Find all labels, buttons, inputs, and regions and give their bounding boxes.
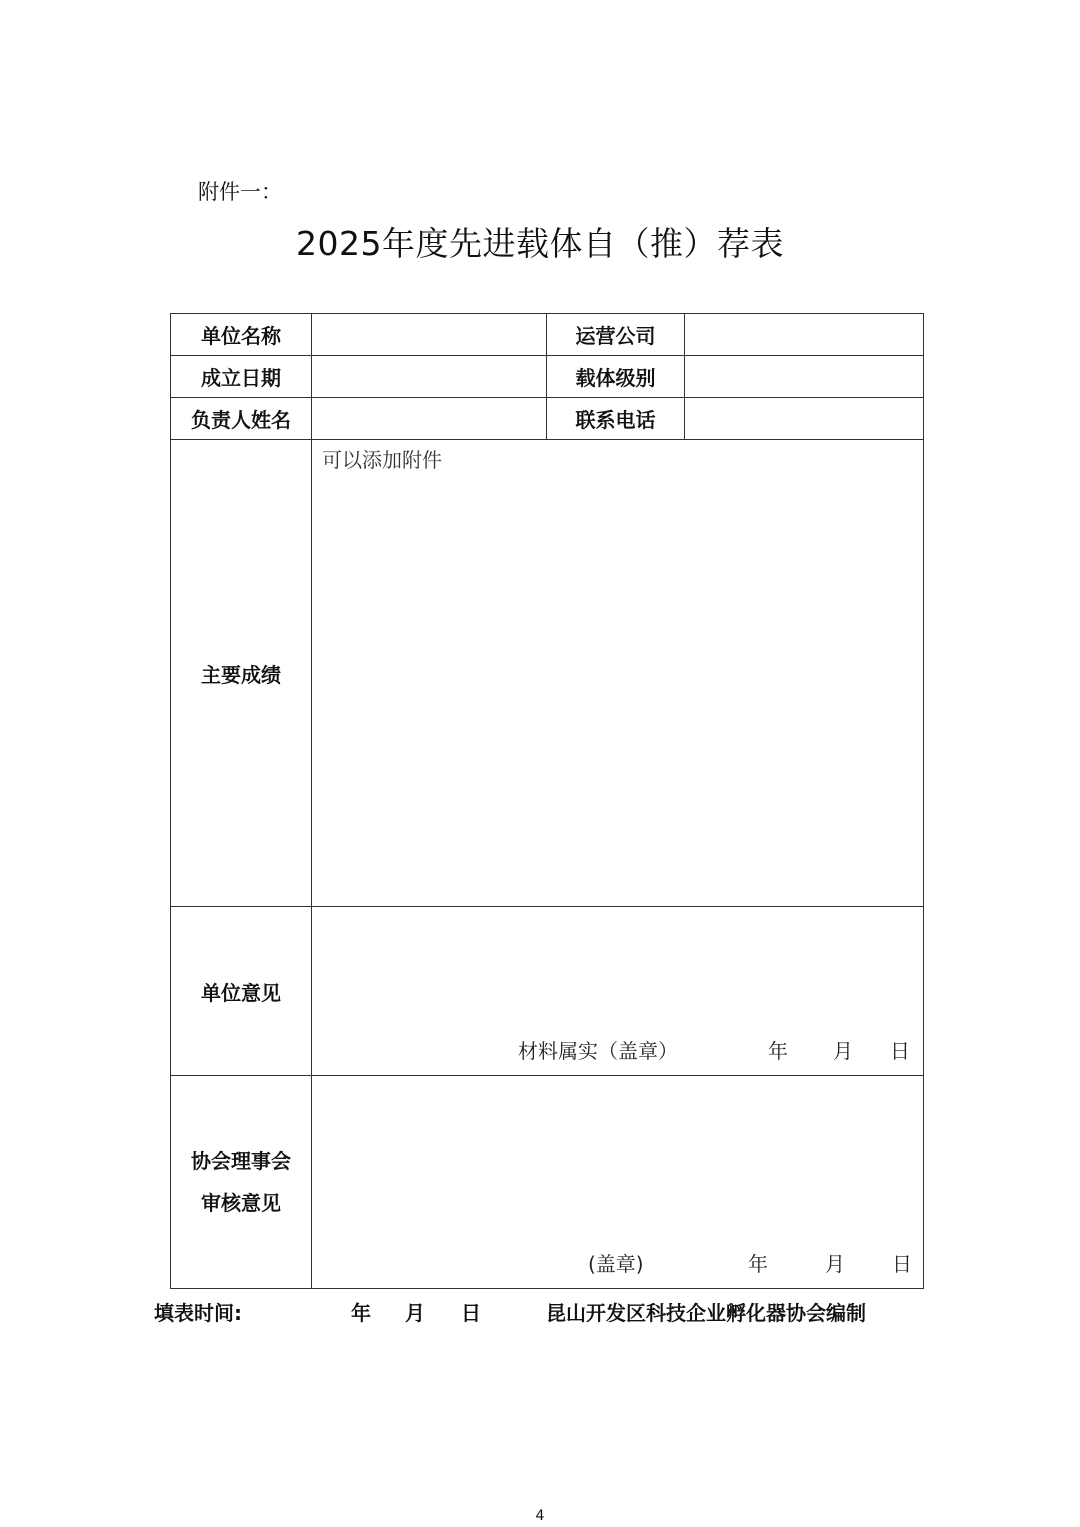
footer-month: 月 [405,1301,425,1325]
achievements-field[interactable] [312,440,924,907]
unit-sign-text: 材料属实（盖章） [518,1039,678,1063]
recommendation-form [170,313,924,1289]
person-label: 负责人姓名 [171,398,312,440]
page-title: 2025年度先进载体自（推）荐表 [296,224,784,263]
footer-year: 年 [351,1301,371,1325]
operator-label: 运营公司 [547,314,685,356]
operator-field[interactable] [685,314,924,356]
person-field[interactable] [312,398,547,440]
unit-name-label: 单位名称 [171,314,312,356]
attachment-label: 附件一： [198,180,282,204]
assoc-sign-text: (盖章) [588,1252,644,1276]
achievements-label: 主要成绩 [171,440,312,907]
unit-opinion-field[interactable] [312,907,924,1076]
assoc-opinion-field[interactable] [312,1076,924,1289]
assoc-label-line1: 协会理事会 [191,1149,291,1173]
unit-sign-year: 年 [768,1039,788,1063]
unit-sign-day: 日 [890,1039,910,1063]
found-date-field[interactable] [312,356,547,398]
assoc-sign-month: 月 [825,1252,845,1276]
found-date-label: 成立日期 [171,356,312,398]
page-number: 4 [535,1508,545,1524]
fill-time-label: 填表时间: [154,1301,242,1325]
carrier-level-field[interactable] [685,356,924,398]
compiler-text: 昆山开发区科技企业孵化器协会编制 [546,1301,866,1325]
assoc-sign-day: 日 [892,1252,912,1276]
achievements-hint: 可以添加附件 [322,448,442,472]
unit-sign-month: 月 [833,1039,853,1063]
unit-opinion-label: 单位意见 [171,907,312,1076]
unit-name-field[interactable] [312,314,547,356]
assoc-opinion-label [171,1076,312,1289]
assoc-label-line2: 审核意见 [201,1191,281,1215]
phone-field[interactable] [685,398,924,440]
carrier-level-label: 载体级别 [547,356,685,398]
footer-day: 日 [461,1301,481,1325]
phone-label: 联系电话 [547,398,685,440]
assoc-sign-year: 年 [748,1252,768,1276]
